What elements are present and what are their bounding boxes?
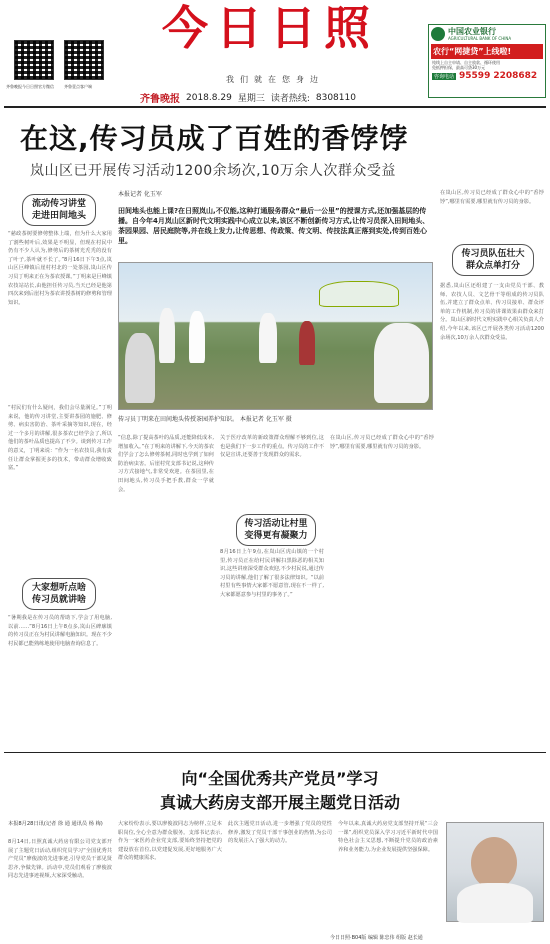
dateline (140, 90, 430, 105)
article2-byline: 本报8月28日讯(记者 徐 通 通讯员 杨 梅) (8, 821, 103, 827)
article-column-3a: 关于医疗改革的新政策群众理解不够到位,这也是我们下一步工作的重点。传习员的工作不仅是宣讲,还要善于发现群众的需求。 (220, 435, 324, 459)
ad-phone-1: 95599 (459, 71, 491, 81)
bank-logo-icon (431, 27, 445, 41)
article2-column-1: 8月14日,日照真诚大药房有限公司党支部开展了主题党日活动,组织党员学习“全国优秀共产党员”廖俊波的先进事迹,引导党员干部见贤思齐,争做先锋。活动中,党员们观看了廖俊波同志先进事迹视频,大家深受触动。 (8, 839, 112, 880)
brand-name: 齐鲁晚报 (140, 94, 180, 105)
masthead-slogan: 我们就在您身边 (226, 75, 324, 84)
article2-photo (446, 822, 544, 922)
article2-column-3: 此次主题党日活动,进一步增强了党员的党性修养,激发了党员干部干事创业的热情,为公司的发展注入了强大的动力。 (228, 821, 332, 845)
article2-headline-line2: 真诚大药房支部开展主题党日活动 (159, 793, 400, 812)
qr-label-app: 齐鲁壹点客户端 (64, 84, 92, 89)
banner (319, 281, 399, 307)
article-column-2: ”信息,除了提高茶叶的品质,还能降低成本,增加收入。”在丁明来的讲解下,今天的茶农们学会了怎么修剪茶树,同时也学到了如何防治病虫害。后崖村党支部书记说,这种传习方式接地气,非常受欢迎。在茶园里,在田间地头,传习员手把手教,群众一学就会。 (118, 435, 214, 493)
ad-line-1: 纯线上自主申请、自主放款、循环使用 (432, 60, 500, 65)
article-column-1b: “村民们有什么疑问，我们会尽量满足。”丁明来说，他的传习讲堂,主要讲茶园的施肥、修剪、病虫害防治、茶叶采摘等知识,现在，经过一个多月的讲解,很多茶农已经学会了,所以他们的茶叶品质也提高了不少。谈到传习工作的意义，丁明来说：“作为一名农技员,我有责任让群众掌握更多的技术，带动群众增收致富。” (8, 405, 112, 472)
issue-date: 2018.8.29 (186, 92, 232, 103)
ad-phone-tag: 咨询电话 (434, 73, 455, 80)
issue-weekday: 星期三 (237, 94, 265, 104)
article2-column-2: 大家纷纷表示,要以廖俊波同志为榜样,立足本职岗位,全心全意为群众服务。支部书记表示,作为一家医药企业党支部,要始终坚持把党的建设放在首位,以党建促发展,更好地服务广大群众的健康需求。 (118, 821, 222, 862)
qr-code-wechat (14, 40, 54, 80)
article-headline: 在这,传习员成了百姓的香饽饽 (20, 122, 409, 155)
bank-name: 中国农业银行 (448, 27, 496, 36)
ad-phone-2: 2208682 (493, 71, 538, 81)
article-intro: 田间地头也能上课?在日照岚山,不仅能,这种打通服务群众“最后一公里”的授课方式,还加强基层的传播。自今年4月岚山区新时代文明实践中心成立以来,该区不断创新传习方式,让传习员深入田间地头、茶园果园、居民庭院等,并在线上发力,让传思想、传政策、传文明、传技法真正落到实处,传到百姓心里。 (118, 207, 430, 245)
bank-advertisement (428, 24, 546, 98)
person (125, 333, 155, 403)
photo-caption: 传习员丁明来在田间地头传授茶园养护知识。 本报记者 化玉军 摄 (118, 416, 292, 423)
header-rule (4, 106, 546, 108)
section-heading-1: 流动传习讲堂 走进田间地头 (22, 194, 96, 226)
hotline-number: 8308110 (315, 92, 356, 103)
section-heading-4: 传习员队伍壮大 群众点单打分 (452, 244, 534, 276)
article2-headline (60, 767, 500, 815)
person-face (471, 837, 517, 889)
masthead: 今日日照 (162, 1, 378, 55)
qr-label-wechat: 齐鲁晚报今日日照官方微信 (6, 84, 54, 89)
person (299, 321, 315, 365)
person (259, 313, 277, 363)
person-body (457, 883, 533, 923)
article2-column-4: 今年以来,真诚大药房党支部坚持开展“三会一课”,组织党员深入学习习近平新时代中国特色社会主义思想,不断提升党员的政治素养和业务能力,为企业发展提供坚强保障。 (338, 821, 438, 853)
person (189, 311, 205, 363)
person (374, 323, 429, 403)
ad-line-2: 免抵押担保，最高可贷30万元 (432, 65, 486, 70)
section-heading-3: 传习活动让村里 变得更有凝聚力 (236, 514, 316, 546)
article-column-1c: “暑期我是在传习员的帮助下,学会了用电脑,以前……”8月16日上午8点多,岚山区碑廓镇的传习员正在为村民讲解电脑知识。现在不少村民都已能熟练地使用电脑查询信息了。 (8, 615, 112, 647)
article-subhead: 岚山区已开展传习活动1200余场次,10万余人次群众受益 (30, 163, 396, 179)
page-footer: 今日日照·B04版 编辑 陈忠伟 组版 赵长通 (330, 935, 423, 941)
article-column-3b: 8月16日上午9点,在岚山区虎山镇的一个村里,传习员正在给村民讲解扫黑除恶的相关知识,这些讲座深受群众欢迎,不少村民说,通过传习员的讲解,他们了解了很多法律知识。“以前村里有些事情大家都不愿意管,现在不一样了,大家都愿意参与村里的事务了。” (220, 549, 324, 598)
article-column-3c: 在岚山区,传习员已经成了群众心中的“香饽饽”,哪里有需要,哪里就有传习员的身影。 (330, 435, 434, 450)
bank-name-en: AGRICULTURAL BANK OF CHINA (448, 36, 512, 41)
qr-code-app (64, 40, 104, 80)
ad-promo: 农行“网捷贷”上线啦! (431, 44, 543, 59)
article-byline: 本报记者 化玉军 (118, 191, 162, 198)
section-heading-2: 大家想听点啥 传习员就讲啥 (22, 578, 96, 610)
article2-headline-line1: 向“全国优秀共产党员”学习 (181, 769, 379, 788)
article-column-4b: 据悉,岚山区还组建了一支由党员干部、教师、农技人员、文艺骨干等组成的传习员队伍,并建立了群众点单、传习员接单、群众评单的工作机制,传习员的讲课效果由群众来打分。岚山区新时代文明实践中心相关负责人介绍,今年以来,该区已开展各类传习活动1200余场次,10万余人次群众受益。 (440, 283, 544, 341)
hotline-label: 读者热线: (270, 94, 310, 104)
article-column-4a: 在岚山区,传习员已经成了群众心中的“香饽饽”,哪里有需要,哪里就有传习员的身影。 (440, 190, 544, 205)
person (159, 308, 175, 363)
article-column-1a: “慈政茶树要修剪整体上端，但为什么大家用了割些树叶后,效果是不明显，但现在村民中仍有不少人认为,修剪后的茶树光秃秃的没有了叶子,茶叶就不长了。”8月16日下午3点,岚山区巨峰镇后崖村村北的一处茶园,岚山区传习员丁明来正在为茶农授课。”丁明来是巨峰镇农技站站长,由他担任传习员,当天已经是他第四次来到后崖村为茶农讲授茶树的修剪和管理知识。 (8, 231, 112, 306)
article-photo (118, 262, 433, 410)
section-rule (4, 752, 546, 753)
